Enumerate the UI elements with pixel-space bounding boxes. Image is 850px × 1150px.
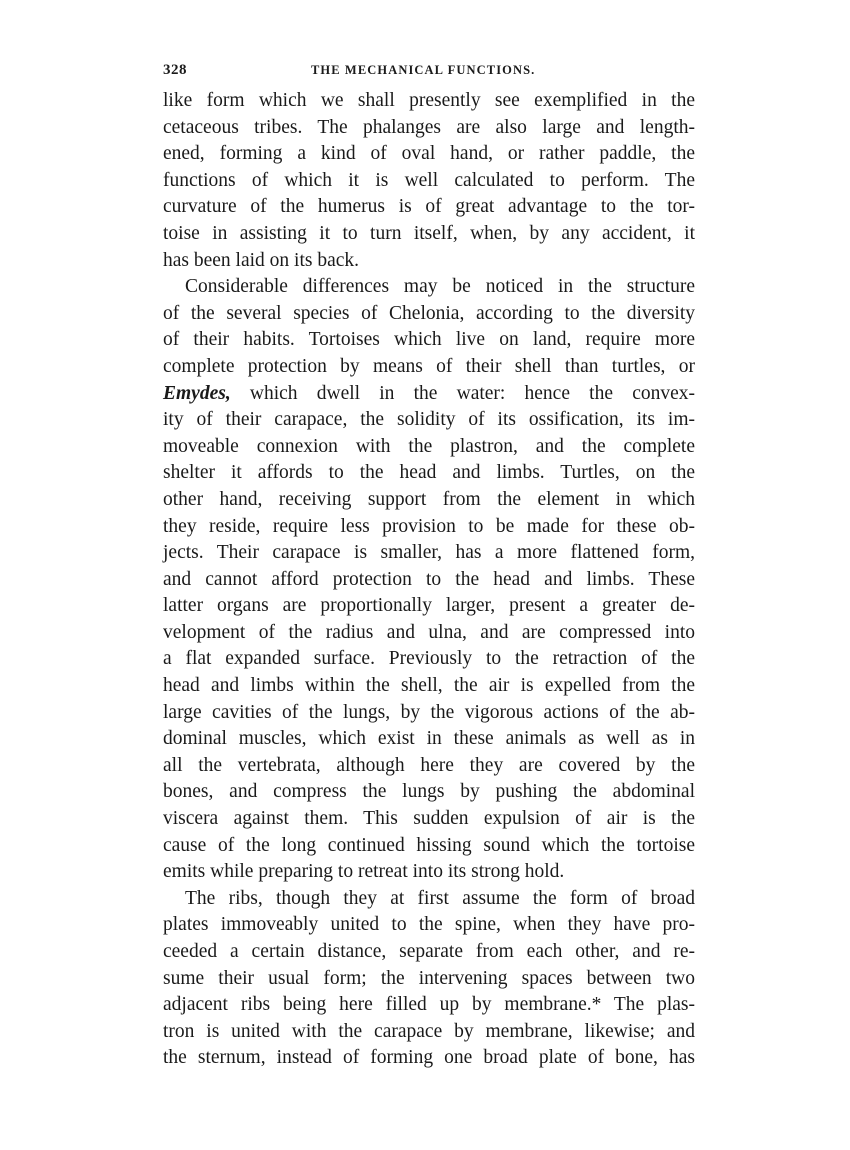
text-line: tron is united with the carapace by membrane, likewise; and [163,1020,695,1042]
text-line: adjacent ribs being here filled up by membrane.* The plas- [163,994,695,1016]
text-line: toise in assisting it to turn itself, when, by any accident, it [163,222,695,244]
text-line: ceeded a certain distance, separate from each other, and re- [163,941,695,962]
text-line: dominal muscles, which exist in these animals as well as in [163,728,695,750]
text-line: curvature of the humerus is of great advantage to the tor- [163,196,695,218]
text-line: head and limbs within the shell, the air is expelled from the [163,675,695,697]
text-line: has been laid on its back. [163,249,360,271]
text-line: cause of the long continued hissing sound which the tortoise [163,834,695,856]
text-line: The ribs, though they at first assume the form of broad [185,887,695,909]
text-line: complete protection by means of their shell than turtles, or [163,355,695,377]
text-line: a flat expanded surface. Previously to the retraction of the [163,648,695,670]
body-text [163,88,695,1072]
text-line-emydes [163,381,695,408]
text-line: latter organs are proportionally larger, present a greater de- [163,595,695,617]
text-line: other hand, receiving support from the element in which [163,488,695,510]
italic-term: Emydes, [163,382,231,404]
page-number: 328 [163,62,187,78]
text-line: ity of their carapace, the solidity of its ossification, its im- [163,409,695,431]
running-head [163,62,695,88]
running-title: THE MECHANICAL FUNCTIONS. [311,63,536,77]
text-line: viscera against them. This sudden expulsion of air is the [163,808,695,830]
text-line: shelter it affords to the head and limbs. Turtles, on the [163,462,695,484]
text-line: sume their usual form; the intervening spaces between two [163,967,695,989]
text-line: large cavities of the lungs, by the vigorous actions of the ab- [163,701,695,723]
text-line: emits while preparing to retreat into its strong hold. [163,861,565,883]
text-line: all the vertebrata, although here they are covered by the [163,754,695,776]
text-line: velopment of the radius and ulna, and are compressed into [163,621,695,643]
text-line: like form which we shall presently see exemplified in the [163,90,695,111]
text-line: and cannot afford protection to the head and limbs. These [163,568,695,590]
paragraph [163,274,695,886]
paragraph [163,886,695,1072]
text-line: the sternum, instead of forming one broad plate of bone, has [163,1047,695,1069]
book-page [163,62,695,1072]
text-line: functions of which it is well calculated to perform. The [163,169,695,191]
text-run: which dwell in the water: hence the convex- [230,382,695,404]
text-line: moveable connexion with the plastron, and the complete [163,435,695,457]
text-line: Considerable differences may be noticed in the structure [185,276,695,298]
text-line: of their habits. Tortoises which live on land, require more [163,329,695,351]
text-line: jects. Their carapace is smaller, has a more flattened form, [163,542,695,564]
text-line: ened, forming a kind of oval hand, or rather paddle, the [163,143,695,165]
text-line: they reside, require less provision to be made for these ob- [163,515,695,537]
text-line: of the several species of Chelonia, according to the diversity [163,302,695,324]
text-line: cetaceous tribes. The phalanges are also large and length- [163,116,695,138]
paragraph [163,88,695,274]
text-line: plates immoveably united to the spine, when they have pro- [163,914,695,936]
text-line: bones, and compress the lungs by pushing the abdominal [163,781,695,803]
